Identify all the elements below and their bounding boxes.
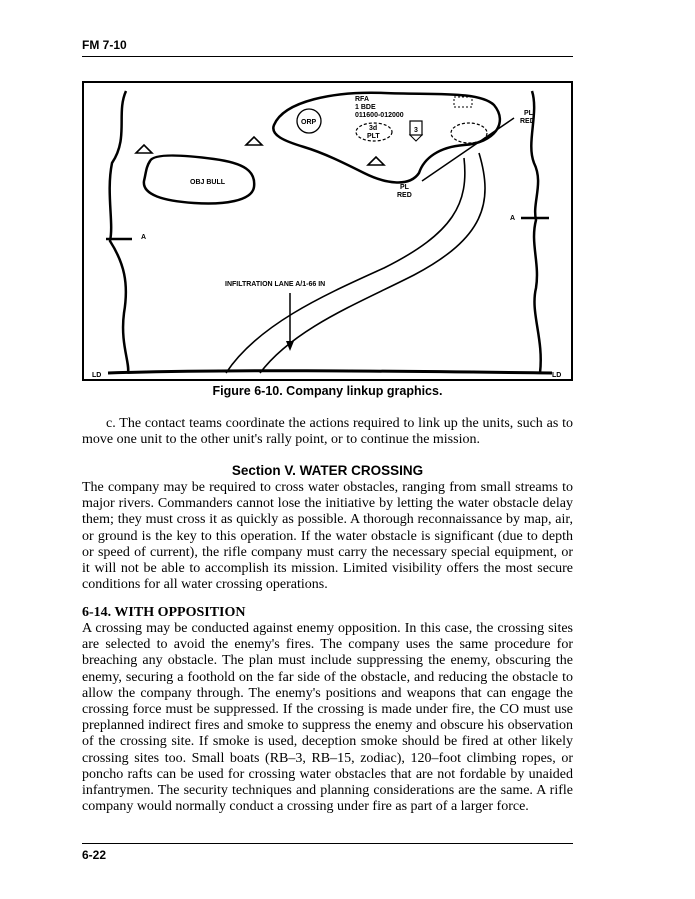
infiltration-lane-left <box>226 158 465 373</box>
footer-rule <box>82 843 573 844</box>
objective-label: OBJ BULL <box>190 179 225 186</box>
pl-red-mid-label: PL <box>400 184 409 191</box>
manual-header: FM 7-10 <box>82 38 127 52</box>
ld-right-label: LD <box>552 372 562 379</box>
ld-line <box>108 371 552 373</box>
rfa-time-label: 011600-012000 <box>355 112 404 119</box>
plt-number-label: 3d <box>369 125 378 132</box>
infiltration-lane-label: INFILTRATION LANE A/1-66 IN <box>225 281 326 288</box>
pl-red-line <box>422 118 514 181</box>
rfa-unit-label: 1 BDE <box>355 104 376 111</box>
unit-number-label: 3 <box>414 127 418 134</box>
paragraph-heading-6-14: 6-14. WITH OPPOSITION <box>82 605 246 620</box>
right-boundary-line <box>531 91 540 373</box>
section-title: Section V. WATER CROSSING <box>231 463 424 478</box>
page-number: 6-22 <box>82 848 107 862</box>
unit-symbol-marker <box>410 135 422 141</box>
orp-label: ORP <box>301 119 317 126</box>
pl-red-top-label-2: RED <box>520 118 535 125</box>
header-rule <box>82 56 573 57</box>
infiltration-lane-right <box>260 153 485 373</box>
plt-label: PLT <box>367 133 380 140</box>
paragraph-c: c. The contact teams coordinate the actions required to link up the units, such as to move one unit to the other unit's rally point, or to continue the mission. <box>82 416 573 448</box>
left-boundary-line <box>110 91 129 373</box>
contact-point-box <box>454 97 472 107</box>
figure-caption: Figure 6-10. Company linkup graphics. <box>212 384 443 398</box>
checkpoint-triangle-2 <box>246 137 262 145</box>
section-intro-paragraph: The company may be required to cross water obstacles, ranging from small streams to major rivers. Commanders cannot lose the initiative by letting the water obstacle delay them; they must cross it as quickly as possible. A thorough reconnaissance by map, air, or ground is the key to this operation. If the water obstacle is significant (due to depth or speed of current), the rifle company must carry the necessary special equipment, or it will not be able to accomplish its mission. Limited visibility offers the most secure conditions for all water crossing operations. <box>82 480 573 593</box>
rfa-label: RFA <box>355 96 369 103</box>
checkpoint-triangle-3 <box>368 157 384 165</box>
pl-red-top-label: PL <box>524 110 533 117</box>
ld-left-label: LD <box>92 372 102 379</box>
checkpoint-triangle-1 <box>136 145 152 153</box>
point-a-right-label: A <box>510 215 516 222</box>
point-a-left-label: A <box>141 234 147 241</box>
pl-red-mid-label-2: RED <box>397 192 412 199</box>
figure-map <box>82 81 573 381</box>
map-graphic <box>84 83 573 381</box>
paragraph-6-14-text: A crossing may be conducted against enemy opposition. In this case, the crossing sites are selected to avoid the enemy's fires. The company uses the same procedure for breaching any obstacle. The plan must include suppressing the enemy, obscuring the enemy, securing a foothold on the far side of the obstacle, and reducing the obstacle to allow the company through. The enemy's positions and weapons that can engage the crossing force must be suppressed. If the crossing is made under fire, the CO must use preplanned indirect fires and smoke to suppress the enemy and obscure his observation of the crossing site. If smoke is used, deception smoke should be fired at other likely crossing sites too. Small boats (RB–3, RB–15, zodiac), 120–foot climbing ropes, or poncho rafts can be used for crossing water obstacles that are not fordable by unaided infantrymen. The security techniques and planning considerations are the same. A rifle company would normally conduct a crossing under fire as part of a larger force. <box>82 621 573 815</box>
orp-area-outline <box>273 93 500 183</box>
